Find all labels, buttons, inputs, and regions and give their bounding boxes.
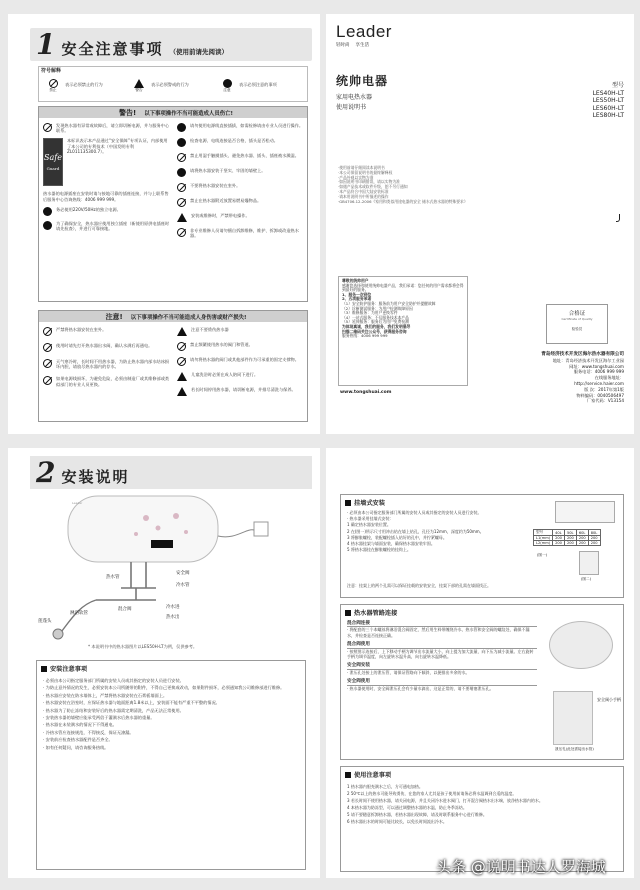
bullet-square-icon bbox=[345, 500, 351, 506]
power-cord bbox=[218, 530, 254, 537]
page-subtitle: （使用前请先阅读） bbox=[169, 48, 228, 56]
warning-col-left: 发现热水器有异常或故障后，请立即切断电源，并与服务中心联系。 Safe Guard 本标识表示本产品通过“安全保障”专项认证，内部使用了本公司的专利技术（中国发明专利ZL011135300.7）。 热水器的电源插座在安装时请与接地可靠的插座连接，并与上联系售后服务中心咨询热线：4006 999 999。 务必使用220V/50Hz的独立电源。 为了确保安全，热水器应使用独立插座（新使用原供电插座时请先检查），并进行可靠接地。 bbox=[43, 123, 170, 232]
prohibit-icon bbox=[177, 198, 186, 207]
cover-notes: ·使用前请仔细阅读本说明书 ·本公司保留说明书的最终解释权 ·产品外观以实物为准 ·如因说明书印刷错误，请以实物为准 ·如遇产品技术或软件升级，恕不另行通知 ·本产品符合中国大陆安装标准 ·请本用说明书中所描述的操作 ·GB4706.12-2006《家用和类似用途电器的安全 储水式热水器的特殊要求》 bbox=[338, 165, 468, 204]
control-panel bbox=[151, 540, 173, 548]
valve-use-title: 安全阀使用 bbox=[347, 679, 537, 685]
prohibit-icon bbox=[43, 327, 52, 336]
safety-valve-illustration bbox=[553, 691, 593, 745]
prohibit-icon bbox=[43, 343, 52, 352]
prohibit-icon bbox=[177, 357, 186, 366]
label-cold-pipe: 冷水管 bbox=[176, 583, 190, 588]
prohibit-icon bbox=[43, 123, 52, 132]
prohibit-icon bbox=[177, 183, 186, 192]
mixer-valve-illustration bbox=[549, 621, 613, 669]
warning-header: 警告! 以下事项操作不当可能造成人员伤亡! bbox=[39, 107, 307, 118]
bullet-square-icon bbox=[345, 772, 351, 778]
warning-icon bbox=[177, 213, 187, 222]
watermark: 头条 @说明书达人罗海城 bbox=[436, 858, 606, 876]
notice-icon bbox=[43, 207, 52, 216]
notice-icon bbox=[177, 123, 186, 132]
label-cold-in: 冷水进 bbox=[166, 605, 180, 610]
valve-handle-label: 安全阀小手柄 bbox=[597, 697, 621, 702]
symbol-legend bbox=[38, 66, 308, 102]
legend-item-warning: 警告 表示必须警戒的行为 bbox=[131, 79, 189, 93]
notice-icon bbox=[177, 168, 186, 177]
leader-logo: Leader 轻时尚 享生活 bbox=[336, 22, 392, 48]
pipe-title: 热水器管路连接 bbox=[345, 608, 397, 617]
wall-mount-box bbox=[340, 494, 624, 598]
valve-title: 安全阀安装 bbox=[347, 663, 537, 669]
website-url[interactable]: www.tongshuai.com bbox=[340, 390, 392, 395]
pipe-connection-box: 热水器管路连接 混合阀连接 · 将配套的三个本螺丝将淋浴混合阀固定，然后用生料带缠绕冷水、热水管和安全阀的螺纹处，确保不漏水，并检查是否连接正确。 混合阀使用 · 按照图示连接后，上下移动手柄为调节出水流量大小，向上提为加大流量，向下压为减小流量。左右旋转手柄为调节温度，向左旋转水温升高，向右旋转水温降低。 安全阀安装 · 泄压孔处接上的泄压管，请保证管路向下倾斜，以便排出多余的水。 安全阀使用 · 热水器使用时，安全阀泄压孔会有少量水滴出，这是正常的，请不要堵塞泄压孔。 安全阀小手柄 泄压孔(此处需接出水管) bbox=[340, 604, 624, 760]
shower-head bbox=[53, 629, 63, 639]
svg-text:Leader: Leader bbox=[72, 501, 83, 505]
fig2-label: (图二) bbox=[581, 577, 591, 581]
install-notes-box bbox=[36, 660, 306, 870]
mix-use-title: 混合阀使用 bbox=[347, 642, 537, 648]
legend-item-notice: 注意 表示必须注意的事项 bbox=[219, 79, 277, 93]
legend-title: 符号解释 bbox=[41, 68, 62, 74]
label-mixer: 混合阀 bbox=[118, 607, 132, 612]
label-shower: 莲蓬头 bbox=[38, 619, 52, 624]
section-number: 1 bbox=[36, 28, 56, 61]
ground-icon bbox=[43, 221, 52, 230]
fig1-label: (图一) bbox=[537, 553, 547, 557]
section-header-safety bbox=[30, 28, 312, 61]
warning-icon bbox=[177, 387, 187, 396]
cover-page bbox=[326, 14, 634, 434]
prohibit-icon bbox=[177, 342, 186, 351]
wall-mount-note: 注意：挂架上的两个孔需可以保证挂载的安装安全，挂架下部的孔需在墙面找正。 bbox=[347, 583, 491, 588]
section-header-install bbox=[30, 456, 312, 489]
use-notes-list: 1 热水器内胆充满水之后，方可通电加热。 2 50℃以上的热水可能导致烫伤，在您的家人尤其是孩子使用前请务必将水温调到合适的温度。 3 若长时间不使用热水器，请关闭电源，并且关闭冷水进水阀门，打开混合阀热水出水端，放净热水器内的水。 4 本热水器为防冻型，可以通过调整热水器的水温，防止冬季冻结。 5 请不要随意拆卸热水器，若热水器出现故障，请及时联系服务中心进行维修。 6 热水器出水的时间可能比较长，以免长时间流出冷水。 bbox=[347, 784, 543, 824]
pipe-system bbox=[96, 562, 156, 600]
brand-name: 统帅电器 bbox=[336, 74, 389, 88]
prohibit-icon bbox=[177, 228, 186, 237]
section-number: 2 bbox=[36, 456, 56, 489]
quality-certificate: 合格证 Certificate of Quality 检验员 bbox=[546, 304, 608, 344]
fold-mark bbox=[616, 214, 620, 222]
warning-col-right: 请勿使用电源线直接插拔，如需检修请由专业人员进行操作。 检查电源、电线连接是否合格，插头是否松动。 禁止用湿手触摸插头、避免热水器、插头、插座被水溅湿。 请将热水器安装于坚实、牢固的墙壁上。 不要将热水器安装在室外。 禁止在热水器附近放置易燃易爆物品。 安装或维修时，严禁带电操作。 非专业维修人员请勿擅自拆卸维修，维护、拆卸或改造热水器。 bbox=[177, 123, 305, 238]
install-notes-title: 安装注意事项 bbox=[41, 664, 87, 673]
wall-outlet bbox=[254, 522, 268, 536]
label-hot-pipe: 热水管 bbox=[106, 575, 120, 580]
prohibit-icon bbox=[177, 153, 186, 162]
caution-col-right: 注意不要烫伤热水器 禁止频繁使用热水的阀门和管道。 请勿将热水器的阀门或其他部件作为可承重的固定支撑物。 儿童洗浴时必须在成人陪同下进行。 若长时间停用热水器，请切断电源，并排尽清洗与保养。 bbox=[177, 327, 305, 396]
product-name: 家用电热水器 bbox=[336, 94, 373, 101]
label-hot-out: 热水出 bbox=[166, 615, 180, 620]
wall-mount-steps: · 必须由本公司指定服务部门所属的安装人员或其指定的安装人员进行安装。 · 热水器采用挂墙式安装： 1 确定热水器安装位置。 2 在(图一)所示尺寸用冲击钻在墙上钻孔，孔径为12mm，深度约为50mm。 3 将膨胀螺栓，装配螺栓插入钻好的孔中，并拧紧螺母。 4 热水器挂架与墙面安装，确保热水器安装牢固。 5 将热水器挂在膨胀螺栓的挂钩上。 bbox=[347, 510, 484, 553]
install-page bbox=[8, 448, 320, 878]
warning-icon bbox=[177, 327, 187, 336]
prohibit-icon bbox=[49, 79, 58, 88]
service-box: 尊敬的统帅用户 感谢您选择和使用统帅电器产品，我们承诺：您任何的用户需求都将会得到最好的服务。 1、服务一次到位 2、五项服务承诺 （1）安全防护服务：服务前为用户安全防护并提醒故障 （2）诊断测试服务：为用户检测故障原因 （3）维修服务：为用户更换零件 （4）一站式服务：不仅服务技术本产品 （5）延伸服务：服务后为用户免费检测 为体现真诚，我们的服务，我们发明倡导 扫描二维码关注公众号，获得服务咨询 服务热线：4006 999 999 bbox=[338, 276, 468, 386]
warning-icon bbox=[177, 372, 187, 381]
notice-icon bbox=[223, 79, 232, 88]
page-title: 安装说明 bbox=[61, 468, 130, 486]
dimension-table: 型号 40L 50L 60L 80L L1(mm) 200 200 200 200 L2(mm) 200 200 200 200 bbox=[533, 529, 601, 546]
notice-icon bbox=[177, 138, 186, 147]
bolt-illustration bbox=[579, 551, 599, 575]
heater-body bbox=[68, 496, 218, 562]
page-title: 安全注意事项 bbox=[61, 40, 164, 58]
prohibit-icon bbox=[43, 376, 52, 385]
warning-icon bbox=[134, 79, 144, 88]
install-notes-list: · 必须由本公司指定服务部门所属的安装人员或其指定的安装人员进行安装。 · 为防止意外情况的发生，必须安装本公司所随带的附件，不得自己更换或改动，如果附件损坏，必须通知我公司维修部进行维修。 · 热水器应安装在防水墙体上，严禁将热水器安装在石膏板墙面上。 · 热水器安装在浴室时，应保证热水器与地面距离1.8米以上，安装面不能有严重不平整的情况。 · 热水器为了防止冻结和安装好后的热水器需定期清洗，产品无法正常使用。 · 安装热水器的墙壁应能承受两倍于灌满水后热水器的重量。 · 热水器在未装满水的情况下不得通电。 · 冷热水管应连接规范，不得接反，保证无渗漏。 · 安装前应检查热水器配件是否齐全。 · 如有任何疑问，请咨询服务热线。 bbox=[43, 678, 285, 750]
bullet-square-icon bbox=[41, 666, 47, 672]
model-list: 型号 LES40H-LT LES50H-LT LES60H-LT LES80H-LT bbox=[592, 82, 624, 120]
use-notes-title: 使用注意事项 bbox=[345, 770, 391, 779]
label-valve: 安全阀 bbox=[176, 571, 190, 576]
caution-box bbox=[38, 310, 308, 422]
safety-page bbox=[8, 14, 320, 434]
install-detail-page bbox=[326, 448, 634, 878]
heater-diagram bbox=[36, 488, 306, 648]
mix-title: 混合阀连接 bbox=[347, 621, 537, 627]
caution-col-left: 严禁将热水器安装在室外。 使用时请先打开热水器出水阀，确认水满后再通电。 天气寒冷时，长时间不用热水器，为防止热水器内部水结冰损坏内胆，请放尽热水器内的存水。 如果电源线损坏，为避免危险，必须由制造厂或其维修部或类似部门的专业人员更换。 bbox=[43, 327, 171, 387]
safe-certification-logo: Safe Guard bbox=[43, 138, 63, 186]
bracket-illustration bbox=[555, 501, 615, 523]
wall-mount-title: 挂墙式安装 bbox=[345, 498, 385, 507]
label-hose: 淋浴软管 bbox=[70, 611, 88, 616]
diagram-caption: * 本说明书中的热水器图片以LES50H-LT为例，仅供参考。 bbox=[88, 644, 198, 649]
caution-header: 注意! 以下事项操作不当可能造成人身伤害或财产损失! bbox=[39, 311, 307, 322]
bullet-square-icon bbox=[345, 610, 351, 616]
company-info: 青岛经济技术开发区海尔热水器有限公司 地址：青岛经济技术开发区海尔工业园 网址：www.tongshuai.com 服务电话：4006 999 999 在线服务地址： http://service.haier.com 版 次：2017年第1版 物料编码：0040506497 厂家代码：V13154 bbox=[541, 352, 624, 404]
relief-hole-label: 泄压孔(此处需接出水管) bbox=[555, 747, 594, 751]
legend-item-forbid: 禁止 表示必须禁止的行为 bbox=[45, 79, 103, 93]
warning-box bbox=[38, 106, 308, 302]
manual-name: 使用说明书 bbox=[336, 104, 367, 111]
prohibit-icon bbox=[43, 359, 52, 368]
